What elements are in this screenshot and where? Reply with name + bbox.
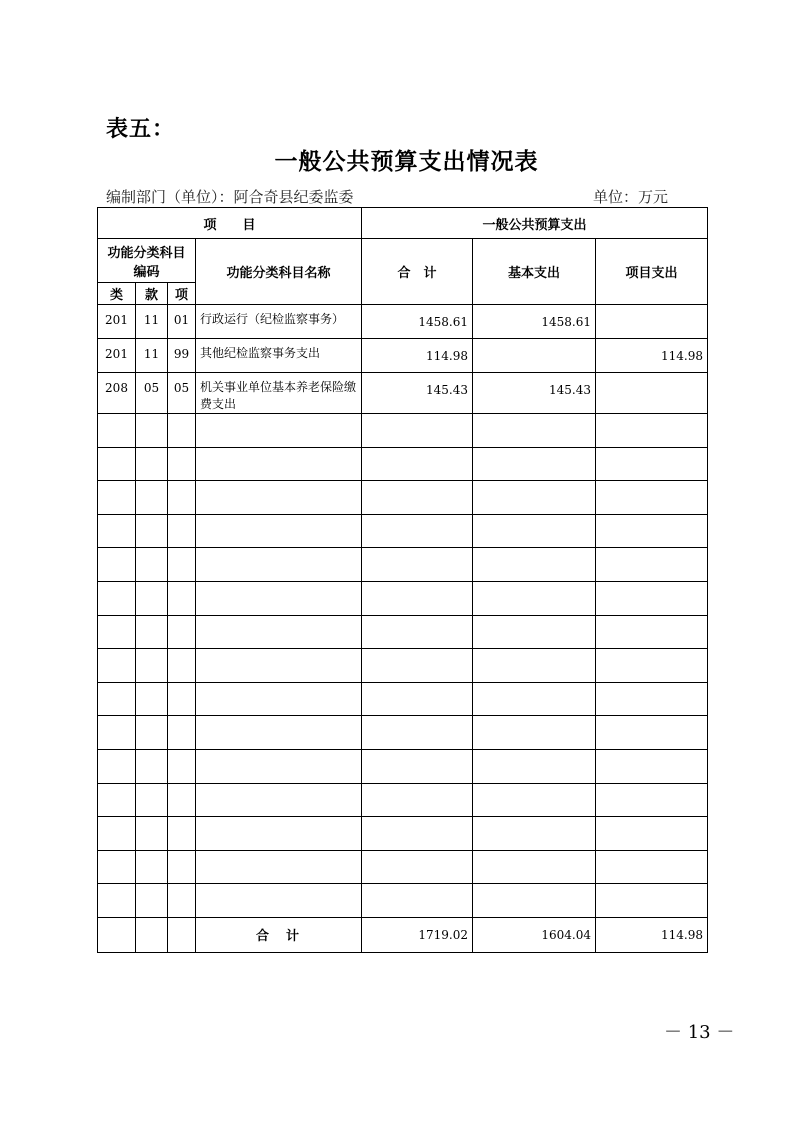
header-basic: 基本支出	[473, 239, 596, 305]
empty-cell	[98, 414, 136, 448]
empty-cell	[168, 682, 196, 716]
empty-cell	[196, 481, 362, 515]
empty-cell	[362, 682, 473, 716]
empty-cell	[98, 850, 136, 884]
cell-section: 11	[136, 339, 168, 373]
empty-cell	[473, 514, 596, 548]
empty-cell	[596, 481, 708, 515]
document-title: 一般公共预算支出情况表	[274, 148, 539, 175]
cell-class: 201	[98, 305, 136, 339]
header-project: 项目支出	[596, 239, 708, 305]
cell-basic: 145.43	[473, 373, 596, 414]
empty-cell	[136, 649, 168, 683]
cell-total: 145.43	[362, 373, 473, 414]
empty-cell	[473, 783, 596, 817]
empty-cell	[196, 615, 362, 649]
empty-cell	[168, 716, 196, 750]
empty-cell	[362, 817, 473, 851]
empty-cell	[196, 548, 362, 582]
empty-row	[98, 649, 708, 683]
empty-cell	[136, 581, 168, 615]
empty-cell	[196, 716, 362, 750]
cell-name: 行政运行（纪检监察事务）	[196, 305, 362, 339]
empty-cell	[98, 716, 136, 750]
empty-row	[98, 716, 708, 750]
cell-total: 114.98	[362, 339, 473, 373]
page-number: － 13 －	[664, 1022, 735, 1043]
empty-row	[98, 514, 708, 548]
empty-row	[98, 817, 708, 851]
empty-cell	[473, 581, 596, 615]
empty-cell	[473, 615, 596, 649]
empty-cell	[136, 850, 168, 884]
empty-cell	[168, 749, 196, 783]
header-func-code: 功能分类科目编码	[98, 239, 196, 283]
budget-table	[97, 207, 708, 953]
empty-cell	[596, 581, 708, 615]
header-subsection: 项	[168, 283, 196, 305]
empty-cell	[196, 581, 362, 615]
empty-cell	[362, 850, 473, 884]
empty-cell	[168, 581, 196, 615]
empty-cell	[473, 749, 596, 783]
cell-section: 11	[136, 305, 168, 339]
empty-cell	[168, 783, 196, 817]
empty-cell	[596, 716, 708, 750]
empty-cell	[596, 682, 708, 716]
empty-cell	[98, 649, 136, 683]
empty-cell	[196, 884, 362, 918]
header-section: 款	[136, 283, 168, 305]
empty-cell	[596, 514, 708, 548]
empty-row	[98, 783, 708, 817]
cell-project	[596, 305, 708, 339]
empty-cell	[196, 850, 362, 884]
cell-name: 其他纪检监察事务支出	[196, 339, 362, 373]
empty-cell	[596, 615, 708, 649]
empty-cell	[168, 447, 196, 481]
empty-cell	[473, 447, 596, 481]
empty-cell	[98, 447, 136, 481]
empty-cell	[596, 548, 708, 582]
empty-cell	[168, 414, 196, 448]
empty-cell	[473, 884, 596, 918]
empty-cell	[473, 481, 596, 515]
total-row	[98, 917, 708, 952]
empty-cell	[473, 817, 596, 851]
empty-cell	[136, 884, 168, 918]
cell-basic	[473, 339, 596, 373]
empty-cell	[473, 649, 596, 683]
empty-cell	[362, 783, 473, 817]
empty-cell	[362, 548, 473, 582]
empty-row	[98, 548, 708, 582]
empty-cell	[196, 783, 362, 817]
empty-cell	[136, 514, 168, 548]
empty-row	[98, 682, 708, 716]
empty-cell	[98, 682, 136, 716]
cell-basic: 1458.61	[473, 305, 596, 339]
empty-cell	[136, 682, 168, 716]
empty-cell	[596, 850, 708, 884]
empty-row	[98, 850, 708, 884]
empty-cell	[98, 481, 136, 515]
header-row-2	[98, 239, 708, 283]
empty-cell	[98, 548, 136, 582]
empty-cell	[98, 783, 136, 817]
total-label: 合 计	[196, 917, 362, 952]
empty-cell	[168, 850, 196, 884]
empty-row	[98, 414, 708, 448]
empty-cell	[362, 581, 473, 615]
empty-cell	[196, 414, 362, 448]
empty-cell	[362, 649, 473, 683]
cell-subsection	[168, 917, 196, 952]
total-project: 114.98	[596, 917, 708, 952]
empty-cell	[196, 514, 362, 548]
empty-cell	[362, 447, 473, 481]
empty-cell	[136, 716, 168, 750]
empty-cell	[168, 884, 196, 918]
empty-cell	[168, 514, 196, 548]
unit-label: 单位：万元	[593, 188, 669, 206]
empty-row	[98, 447, 708, 481]
empty-cell	[596, 749, 708, 783]
empty-cell	[596, 447, 708, 481]
empty-cell	[473, 682, 596, 716]
cell-subsection: 99	[168, 339, 196, 373]
empty-cell	[596, 649, 708, 683]
empty-cell	[596, 783, 708, 817]
header-class: 类	[98, 283, 136, 305]
empty-cell	[362, 481, 473, 515]
empty-cell	[98, 615, 136, 649]
empty-cell	[362, 414, 473, 448]
empty-cell	[473, 716, 596, 750]
cell-class: 208	[98, 373, 136, 414]
cell-subsection: 05	[168, 373, 196, 414]
empty-cell	[136, 447, 168, 481]
empty-cell	[168, 649, 196, 683]
empty-rows	[98, 414, 708, 918]
table-row	[98, 339, 708, 373]
header-total: 合 计	[362, 239, 473, 305]
empty-cell	[136, 548, 168, 582]
cell-section	[136, 917, 168, 952]
empty-cell	[136, 749, 168, 783]
empty-cell	[362, 749, 473, 783]
cell-section: 05	[136, 373, 168, 414]
header-row-1	[98, 208, 708, 239]
header-general-expenditure: 一般公共预算支出	[362, 208, 708, 239]
empty-row	[98, 884, 708, 918]
empty-cell	[196, 649, 362, 683]
cell-project	[596, 373, 708, 414]
empty-cell	[473, 850, 596, 884]
empty-cell	[473, 548, 596, 582]
empty-cell	[136, 817, 168, 851]
cell-total: 1458.61	[362, 305, 473, 339]
cell-class	[98, 917, 136, 952]
empty-cell	[136, 783, 168, 817]
empty-cell	[168, 817, 196, 851]
empty-cell	[136, 615, 168, 649]
header-func-name: 功能分类科目名称	[196, 239, 362, 305]
empty-cell	[362, 514, 473, 548]
table-row	[98, 373, 708, 414]
table-label: 表五：	[106, 116, 176, 142]
empty-cell	[196, 817, 362, 851]
empty-cell	[136, 414, 168, 448]
empty-cell	[196, 447, 362, 481]
empty-row	[98, 581, 708, 615]
empty-cell	[98, 581, 136, 615]
empty-cell	[168, 481, 196, 515]
empty-cell	[196, 682, 362, 716]
empty-cell	[362, 884, 473, 918]
empty-row	[98, 615, 708, 649]
empty-cell	[473, 414, 596, 448]
empty-cell	[98, 884, 136, 918]
empty-cell	[98, 749, 136, 783]
empty-cell	[596, 884, 708, 918]
empty-cell	[98, 514, 136, 548]
empty-cell	[596, 414, 708, 448]
empty-cell	[596, 817, 708, 851]
org-label: 编制部门（单位）：阿合奇县纪委监委	[106, 188, 354, 206]
total-amount: 1719.02	[362, 917, 473, 952]
cell-name: 机关事业单位基本养老保险缴费支出	[196, 373, 362, 414]
table-row	[98, 305, 708, 339]
cell-subsection: 01	[168, 305, 196, 339]
total-basic: 1604.04	[473, 917, 596, 952]
empty-cell	[196, 749, 362, 783]
empty-cell	[98, 817, 136, 851]
empty-cell	[168, 615, 196, 649]
empty-row	[98, 481, 708, 515]
empty-cell	[362, 615, 473, 649]
empty-cell	[136, 481, 168, 515]
cell-project: 114.98	[596, 339, 708, 373]
cell-class: 201	[98, 339, 136, 373]
header-item: 项 目	[98, 208, 362, 239]
empty-cell	[362, 716, 473, 750]
empty-row	[98, 749, 708, 783]
empty-cell	[168, 548, 196, 582]
